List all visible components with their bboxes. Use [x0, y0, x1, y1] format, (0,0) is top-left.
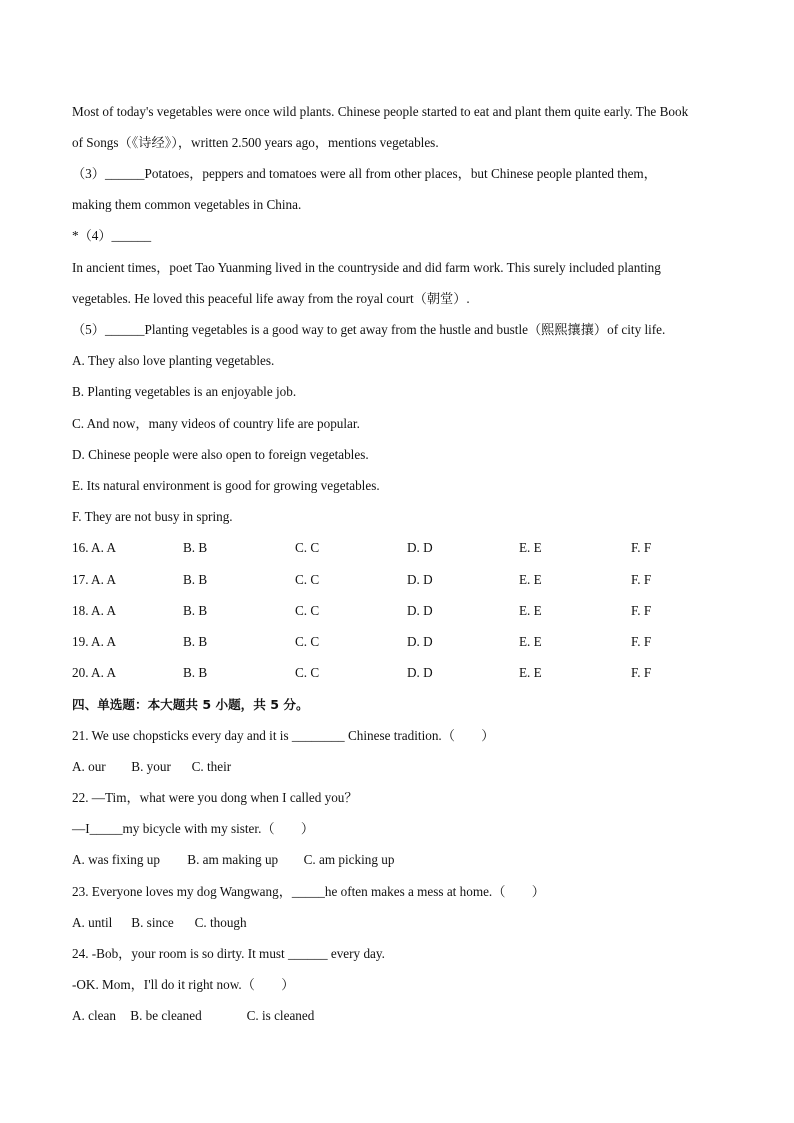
option-a[interactable]: A. was fixing up — [72, 852, 160, 867]
option-c[interactable]: C. their — [191, 759, 232, 774]
option-f[interactable]: F. F — [631, 603, 652, 618]
option-d[interactable]: D. D — [407, 665, 433, 680]
question-21: 21. We use chopsticks every day and it is ________ Chinese tradition.（ ） — [72, 728, 495, 743]
option-b[interactable]: B. B — [183, 634, 208, 649]
question-23: 23. Everyone loves my dog Wangwang，_____he often makes a mess at home.（ ） — [72, 884, 545, 899]
passage-line-4: vegetables. He loved this peaceful life away from the royal court（朝堂）. — [72, 291, 470, 306]
option-c[interactable]: C. is cleaned — [246, 1008, 315, 1023]
question-24: 24. -Bob，your room is so dirty. It must ______ every day. — [72, 946, 385, 961]
option-a[interactable]: 17. A. A — [72, 572, 116, 587]
option-e[interactable]: E. E — [519, 634, 542, 649]
question-24-options — [72, 1006, 734, 1026]
question-23-options — [72, 913, 734, 933]
question-22-options — [72, 850, 734, 870]
option-a[interactable]: 20. A. A — [72, 665, 116, 680]
question-4: *（4）______ — [72, 228, 152, 243]
option-c[interactable]: C. C — [295, 540, 320, 555]
option-a[interactable]: 16. A. A — [72, 540, 116, 555]
option-b[interactable]: B. B — [183, 665, 208, 680]
option-c[interactable]: C. C — [295, 665, 320, 680]
choice-f: F. They are not busy in spring. — [72, 509, 233, 524]
option-a[interactable]: A. clean — [72, 1008, 116, 1023]
option-d[interactable]: D. D — [407, 540, 433, 555]
option-e[interactable]: E. E — [519, 540, 542, 555]
option-a[interactable]: A. our — [72, 759, 106, 774]
option-c[interactable]: C. C — [295, 572, 320, 587]
option-d[interactable]: D. D — [407, 603, 433, 618]
option-d[interactable]: D. D — [407, 634, 433, 649]
choice-b: B. Planting vegetables is an enjoyable job. — [72, 384, 297, 399]
option-b[interactable]: B. am making up — [187, 852, 279, 867]
option-b[interactable]: B. your — [131, 759, 171, 774]
question-22: 22. —Tim，what were you dong when I called you？ — [72, 790, 358, 805]
option-b[interactable]: B. since — [131, 915, 174, 930]
passage-line-3: In ancient times，poet Tao Yuanming lived in the countryside and did farm work. This surely included planting — [72, 260, 661, 275]
question-3: （3）______Potatoes，peppers and tomatoes were all from other places，but Chinese people planted them， — [72, 166, 657, 181]
answer-row-17 — [72, 570, 732, 590]
option-e[interactable]: E. E — [519, 572, 542, 587]
section-heading: 四、单选题：本大题共 5 小题，共 5 分。 — [72, 697, 309, 712]
choice-a: A. They also love planting vegetables. — [72, 353, 275, 368]
question-3-cont: making them common vegetables in China. — [72, 197, 302, 212]
option-b[interactable]: B. B — [183, 572, 208, 587]
option-c[interactable]: C. C — [295, 603, 320, 618]
option-c[interactable]: C. am picking up — [303, 852, 395, 867]
option-e[interactable]: E. E — [519, 603, 542, 618]
question-21-options — [72, 757, 734, 777]
option-a[interactable]: 19. A. A — [72, 634, 116, 649]
option-d[interactable]: D. D — [407, 572, 433, 587]
option-f[interactable]: F. F — [631, 540, 652, 555]
answer-row-16 — [72, 538, 732, 558]
passage-line-1: Most of today's vegetables were once wild plants. Chinese people started to eat and plant them quite early. The Book — [72, 104, 689, 119]
option-f[interactable]: F. F — [631, 572, 652, 587]
option-f[interactable]: F. F — [631, 665, 652, 680]
choice-e: E. Its natural environment is good for growing vegetables. — [72, 478, 380, 493]
option-c[interactable]: C. C — [295, 634, 320, 649]
choice-c: C. And now，many videos of country life are popular. — [72, 416, 360, 431]
answer-row-18 — [72, 601, 732, 621]
option-a[interactable]: A. until — [72, 915, 113, 930]
option-b[interactable]: B. B — [183, 540, 208, 555]
question-5: （5）______Planting vegetables is a good way to get away from the hustle and bustle（熙熙攘攘）of city life. — [72, 322, 666, 337]
choice-d: D. Chinese people were also open to foreign vegetables. — [72, 447, 369, 462]
passage-line-2: of Songs（《诗经》），written 2.500 years ago，mentions vegetables. — [72, 135, 439, 150]
option-f[interactable]: F. F — [631, 634, 652, 649]
answer-row-19 — [72, 632, 732, 652]
question-24-reply: -OK. Mom，I'll do it right now.（ ） — [72, 977, 295, 992]
answer-row-20 — [72, 663, 732, 683]
option-c[interactable]: C. though — [194, 915, 247, 930]
option-e[interactable]: E. E — [519, 665, 542, 680]
option-a[interactable]: 18. A. A — [72, 603, 116, 618]
option-b[interactable]: B. B — [183, 603, 208, 618]
question-22-reply: —I_____my bicycle with my sister.（ ） — [72, 821, 315, 836]
option-b[interactable]: B. be cleaned — [130, 1008, 202, 1023]
